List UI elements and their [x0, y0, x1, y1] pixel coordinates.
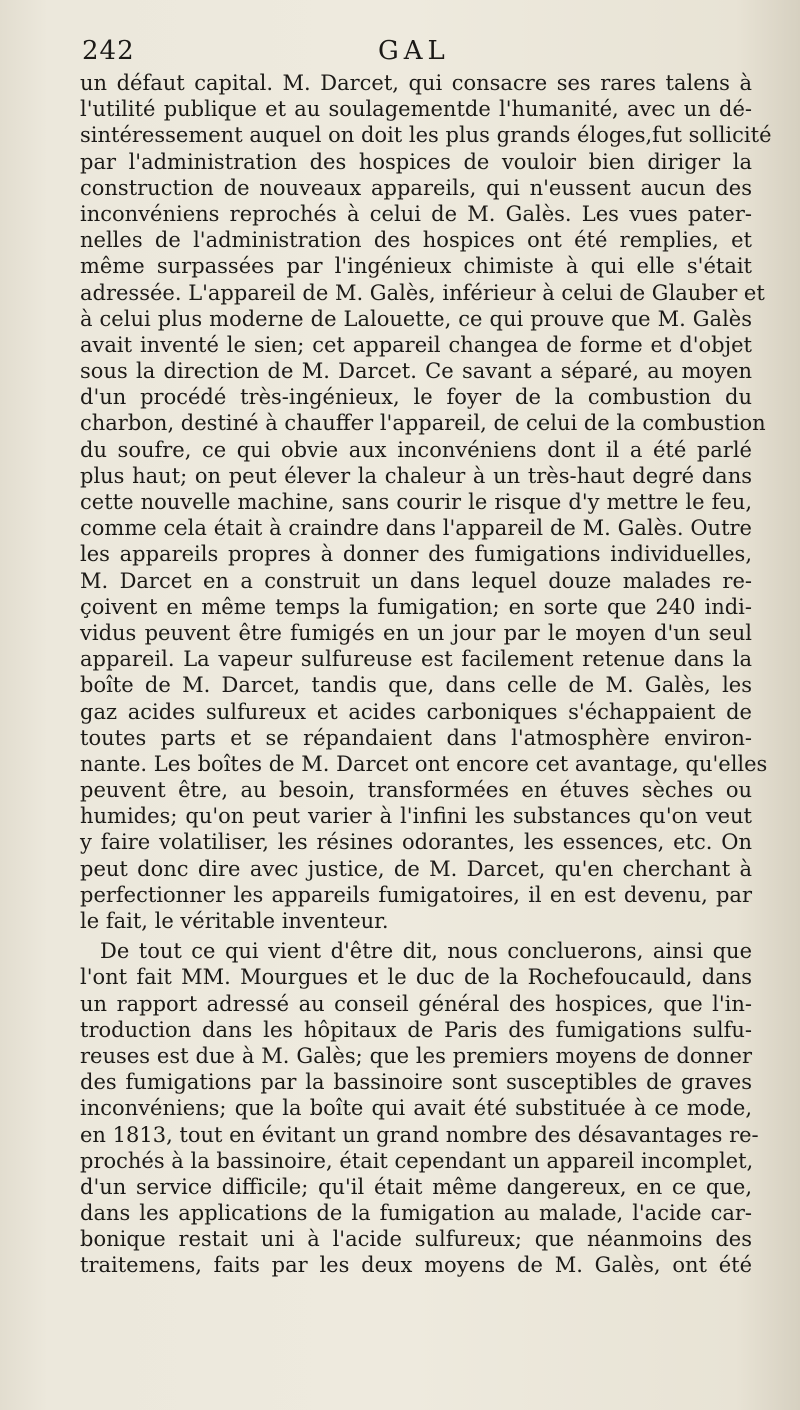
- text-line: M. Darcet en a construit un dans lequel douze malades re-: [80, 568, 752, 593]
- text-line: sintéressement auquel on doit les plus grands éloges,fut sollicité: [80, 123, 772, 148]
- text-line: humides; qu'on peut varier à l'infini les substances qu'on veut: [80, 804, 752, 829]
- text-line: prochés à la bassinoire, était cependant un appareil incomplet,: [80, 1148, 754, 1173]
- running-head: [82, 36, 752, 66]
- text-line: traitemens, faits par les deux moyens de M. Galès, ont été: [80, 1253, 752, 1278]
- text-line: avait inventé le sien; cet appareil changea de forme et d'objet: [80, 332, 752, 357]
- text-line: les appareils propres à donner des fumigations individuelles,: [80, 542, 752, 567]
- text-line: l'utilité publique et au soulagementde l'humanité, avec un dé-: [80, 97, 752, 122]
- text-line: des fumigations par la bassinoire sont susceptibles de graves: [80, 1070, 752, 1095]
- text-line: un rapport adressé au conseil général des hospices, que l'in-: [80, 991, 752, 1016]
- text-line: sous la direction de M. Darcet. Ce savant a séparé, au moyen: [80, 359, 752, 384]
- text-line: toutes parts et se répandaient dans l'atmosphère environ-: [80, 725, 752, 750]
- page-number: 242: [82, 36, 135, 66]
- text-line: troduction dans les hôpitaux de Paris des fumigations sulfu-: [80, 1017, 752, 1042]
- text-line: vidus peuvent être fumigés en un jour par le moyen d'un seul: [80, 620, 752, 645]
- text-line: plus haut; on peut élever la chaleur à un très-haut degré dans: [80, 463, 752, 488]
- text-line: peut donc dire avec justice, de M. Darcet, qu'en cherchant à: [80, 856, 752, 881]
- text-line: nelles de l'administration des hospices ont été remplies, et: [80, 228, 752, 253]
- text-line: d'un procédé très-ingénieux, le foyer de la combustion du: [80, 385, 752, 410]
- text-line: appareil. La vapeur sulfureuse est facilement retenue dans la: [80, 647, 752, 672]
- text-line: du soufre, ce qui obvie aux inconvéniens dont il a été parlé: [80, 437, 752, 462]
- text-line: çoivent en même temps la fumigation; en sorte que 240 indi-: [80, 594, 752, 619]
- text-line: nante. Les boîtes de M. Darcet ont encore cet avantage, qu'elles: [80, 751, 768, 776]
- text-line: y faire volatiliser, les résines odorantes, les essences, etc. On: [80, 830, 752, 855]
- text-line: perfectionner les appareils fumigatoires, il en est devenu, par: [80, 882, 752, 907]
- text-line: comme cela était à craindre dans l'appareil de M. Galès. Outre: [80, 516, 752, 541]
- text-line: adressée. L'appareil de M. Galès, inférieur à celui de Glauber et: [80, 280, 765, 305]
- text-line: inconvéniens; que la boîte qui avait été substituée à ce mode,: [80, 1096, 752, 1121]
- text-line: peuvent être, au besoin, transformées en étuves sèches ou: [80, 778, 752, 803]
- text-line: charbon, destiné à chauffer l'appareil, de celui de la combustion: [80, 411, 766, 436]
- text-line: un défaut capital. M. Darcet, qui consacre ses rares talens à: [80, 71, 752, 95]
- running-title: GAL: [378, 36, 450, 66]
- text-line: boîte de M. Darcet, tandis que, dans celle de M. Galès, les: [80, 673, 752, 698]
- body-text: [80, 70, 772, 1279]
- text-line: par l'administration des hospices de vouloir bien diriger la: [80, 149, 752, 174]
- text-line: même surpassées par l'ingénieux chimiste à qui elle s'était: [80, 254, 752, 279]
- text-line: le fait, le véritable inventeur.: [80, 909, 389, 933]
- paragraph-2: [80, 938, 759, 1278]
- text-line: inconvéniens reprochés à celui de M. Galès. Les vues pater-: [80, 201, 752, 226]
- text-line: reuses est due à M. Galès; que les premiers moyens de donner: [80, 1043, 752, 1068]
- text-line: dans les applications de la fumigation au malade, l'acide car-: [80, 1201, 752, 1226]
- text-line: à celui plus moderne de Lalouette, ce qui prouve que M. Galès: [80, 306, 752, 331]
- text-line: d'un service difficile; qu'il était même dangereux, en ce que,: [80, 1174, 752, 1199]
- text-line: en 1813, tout en évitant un grand nombre des désavantages re-: [80, 1122, 759, 1147]
- text-line: gaz acides sulfureux et acides carboniques s'échappaient de: [80, 699, 752, 724]
- text-line: cette nouvelle machine, sans courir le risque d'y mettre le feu,: [80, 490, 752, 514]
- text-line: construction de nouveaux appareils, qui n'eussent aucun des: [80, 175, 752, 200]
- paragraph-1: [80, 70, 772, 934]
- text-line: l'ont fait MM. Mourgues et le duc de la Rochefoucauld, dans: [80, 965, 752, 990]
- text-line: De tout ce qui vient d'être dit, nous concluerons, ainsi que: [100, 939, 752, 964]
- text-line: bonique restait uni à l'acide sulfureux; que néanmoins des: [80, 1227, 752, 1252]
